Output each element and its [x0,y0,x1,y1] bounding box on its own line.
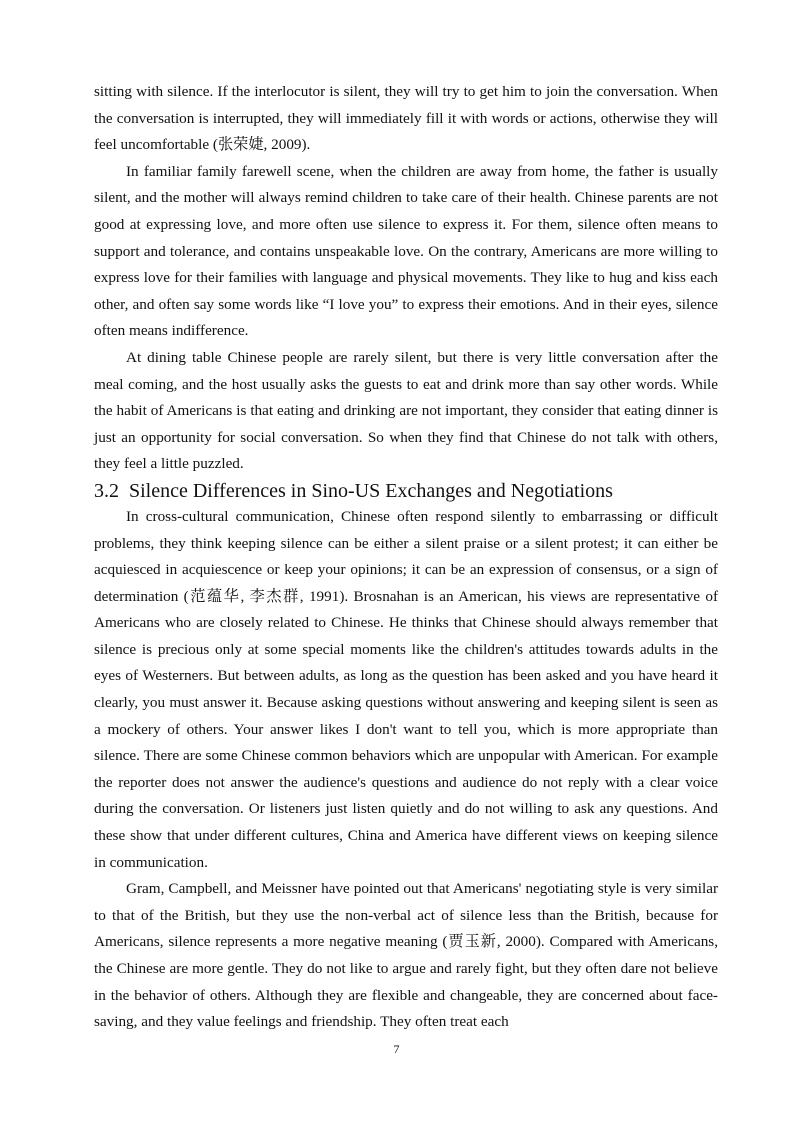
section-title: Silence Differences in Sino-US Exchanges and Negotiations [129,479,613,502]
document-page [94,79,718,1036]
paragraph-negotiating-style: Gram, Campbell, and Meissner have pointed out that Americans' negotiating style is very similar to that of the British, but they use the non-verbal act of silence less than the British, because for Americans, silence represents a more negative meaning (贾玉新, 2000). Compared with Americans, the Chinese are more gentle. They do not like to argue and rarely fight, but they often dare not believe in the behavior of others. Although they are flexible and changeable, they are concerned about face-saving, and they value feelings and friendship. They often treat each [94,880,718,1031]
page-number: 7 [393,1042,400,1056]
paragraph-cross-cultural: In cross-cultural communication, Chinese often respond silently to embarrassing or difficult problems, they think keeping silence can be either a silent praise or a silent protest; it can either be acquiesced in acquiescence or keep your opinions; it can be an expression of consensus, or a sign of determination (范蕴华, 李杰群, 1991). Brosnahan is an American, his views are representative of Americans who are closely related to Chinese. He thinks that Chinese should always remember that silence is precious only at some special moments like the children's attitudes towards adults in the eyes of Westerners. But between adults, as long as the question has been asked and you have heard it clearly, you must answer it. Because asking questions without answering and keeping silent is seen as a mockery of others. Your answer likes I don't want to tell you, which is more appropriate than silence. There are some Chinese common behaviors which are unpopular with American. For example the reporter does not answer the audience's questions and audience do not reply with a clear voice during the conversation. Or listeners just listen quietly and do not willing to ask any questions. And these show that under different cultures, China and America have different views on keeping silence in communication. [94,507,718,871]
section-heading [94,478,718,504]
paragraph-dining-table: At dining table Chinese people are rarely silent, but there is very little conversation after the meal coming, and the host usually asks the guests to eat and drink more than say other words. While the habit of Americans is that eating and drinking are not important, they consider that eating dinner is just an opportunity for social conversation. So when they find that Chinese do not talk with others, they feel a little puzzled. [94,348,718,473]
paragraph-continuation: sitting with silence. If the interlocutor is silent, they will try to get him to join the conversation. When the conversation is interrupted, they will immediately fill it with words or actions, otherwise they will feel uncomfortable (张荣婕, 2009). [94,83,718,154]
paragraph-family-farewell: In familiar family farewell scene, when the children are away from home, the father is usually silent, and the mother will always remind children to take care of their health. Chinese parents are not good at expressing love, and more often use silence to express it. For them, silence often means to support and tolerance, and contains unspeakable love. On the contrary, Americans are more willing to express love for their families with language and physical movements. They like to hug and kiss each other, and often say some words like “I love you” to express their emotions. And in their eyes, silence often means indifference. [94,162,718,340]
section-number: 3.2 [94,479,119,502]
